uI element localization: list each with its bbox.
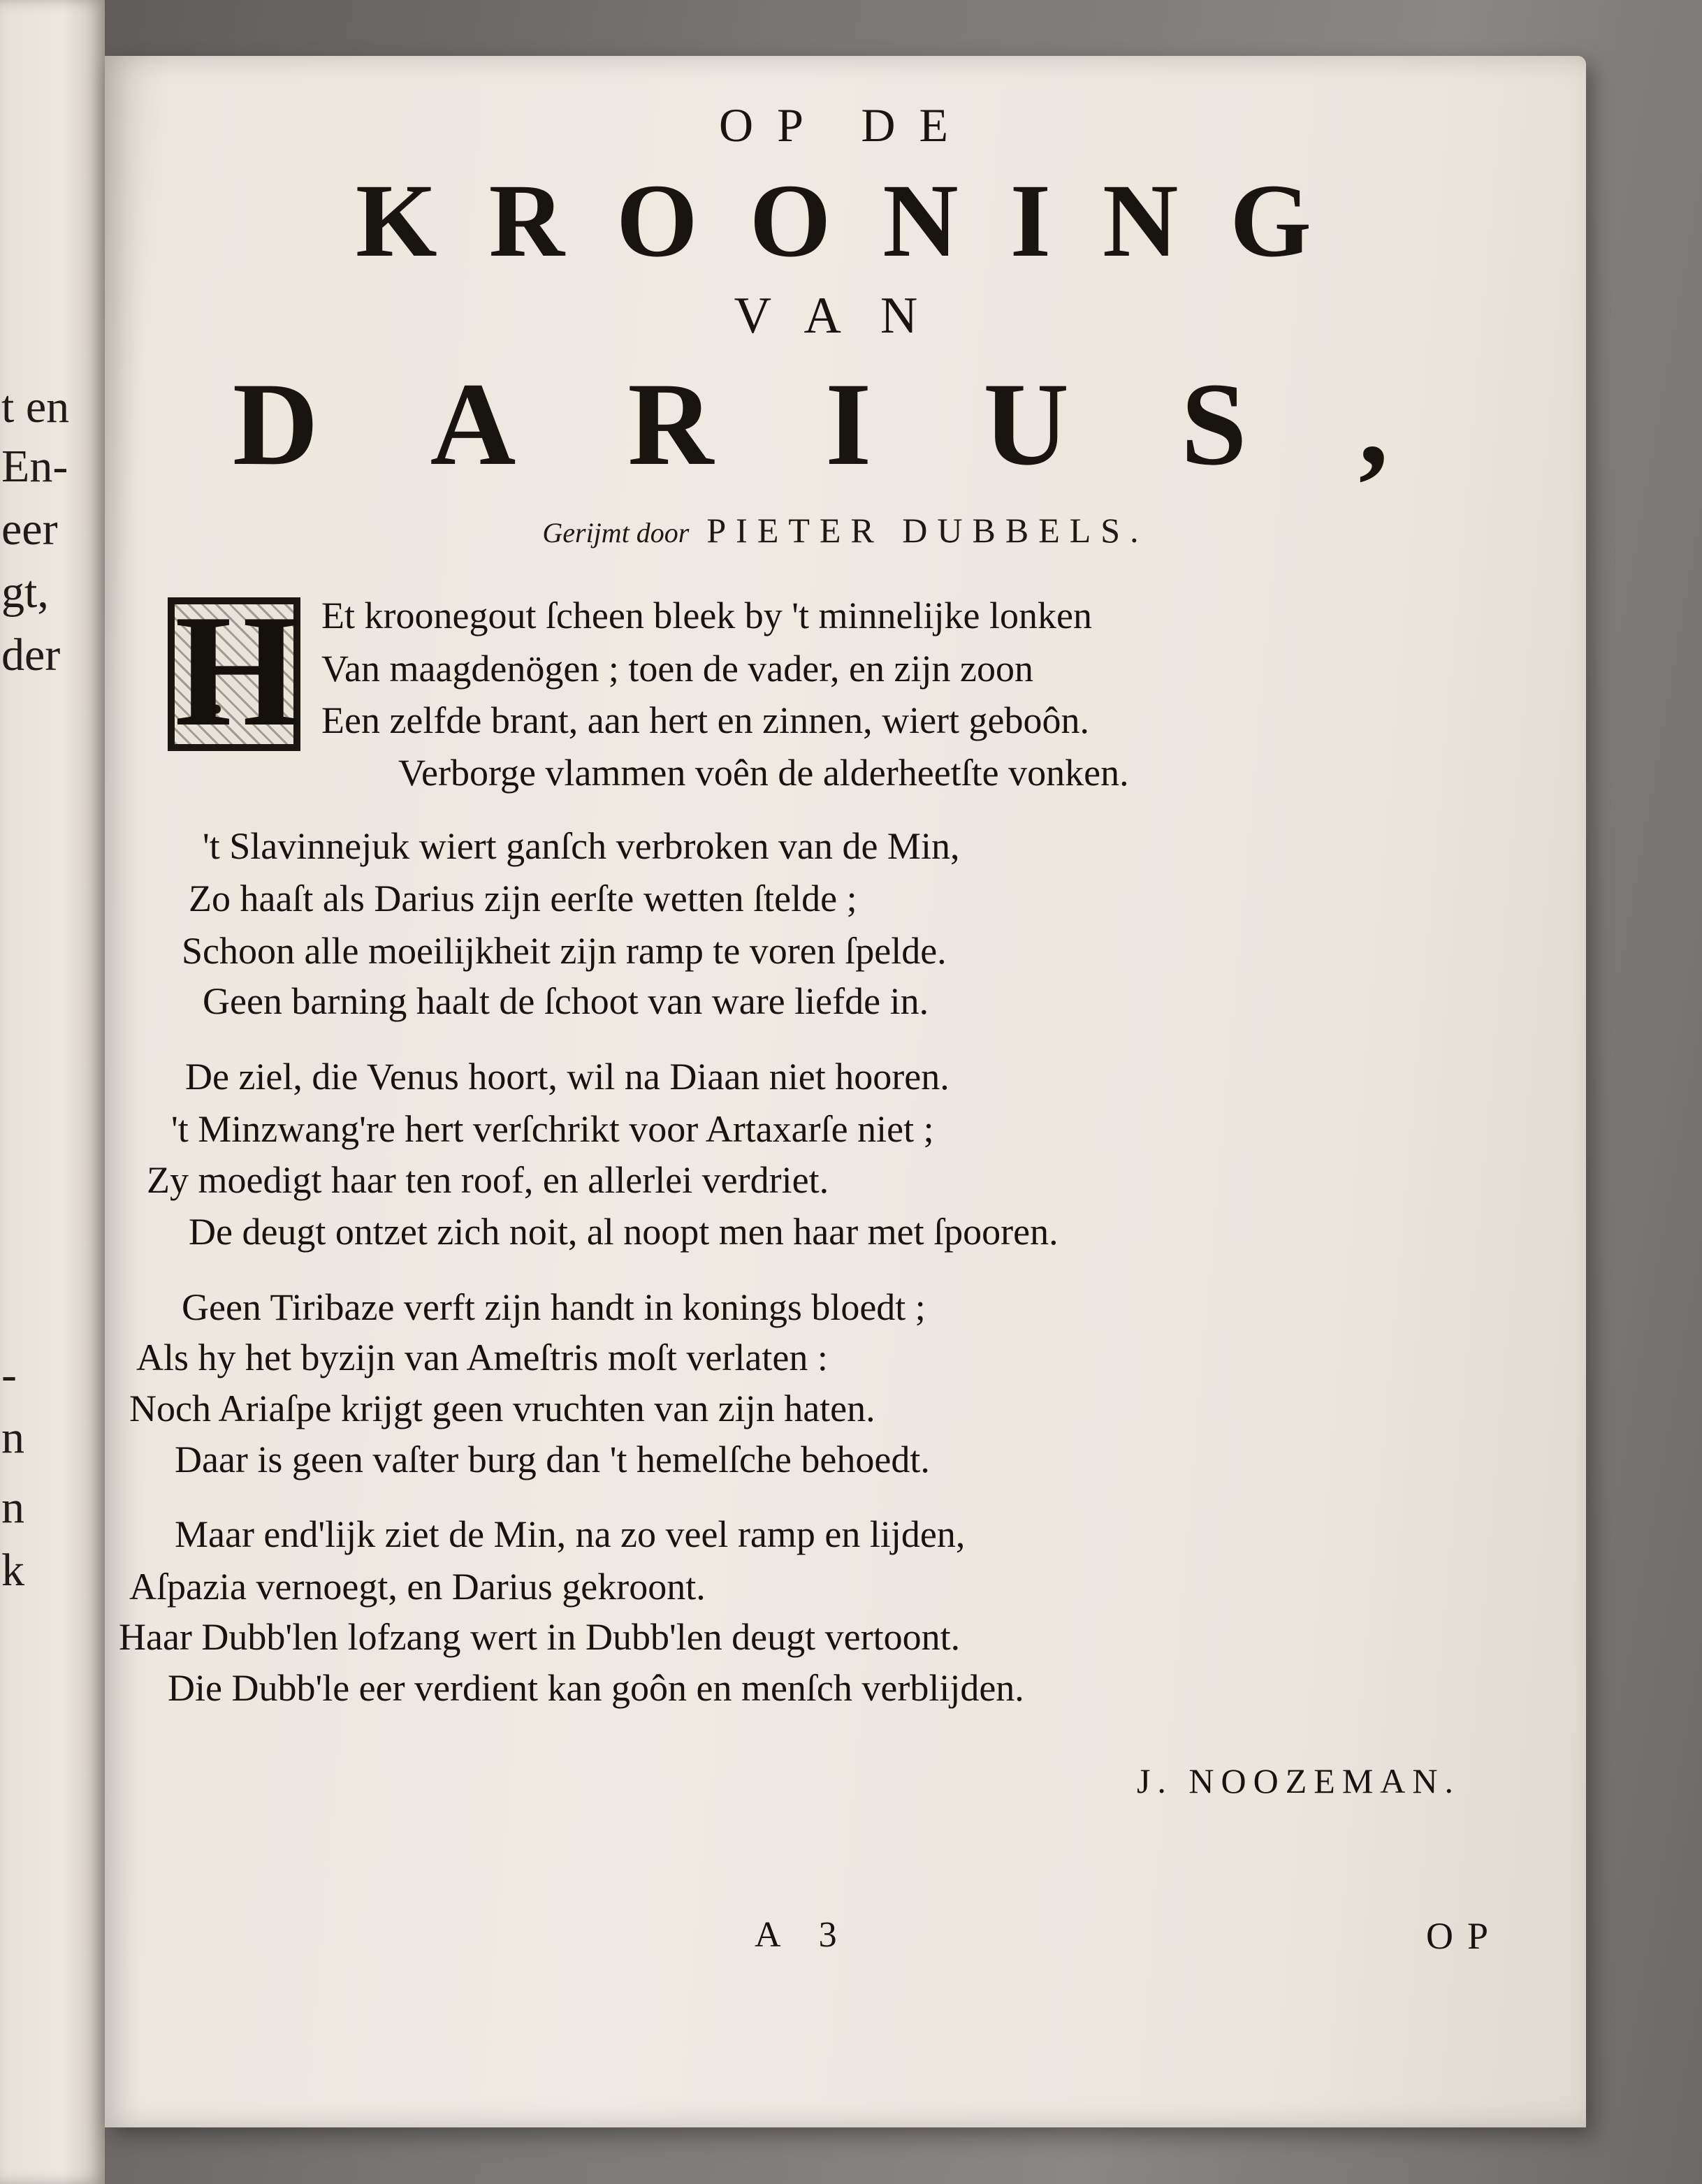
verse-line: Noch Ariaſpe krijgt geen vruchten van zijn haten. [129, 1388, 875, 1429]
byline [105, 510, 1586, 551]
title-line-1: OP DE [718, 99, 973, 152]
title-line-2: KROONING [355, 163, 1364, 279]
verse-line: Geen Tiribaze verft zijn handt in konings bloedt ; [182, 1286, 926, 1328]
verse-line: De ziel, die Venus hoort, wil na Diaan niet hooren. [185, 1056, 950, 1098]
verse-line: Verborge vlammen voên de alderheetſte vonken. [398, 752, 1129, 794]
left-page-text: En- [1, 441, 68, 492]
verse-text: Zo haaſt als Darius zijn eerſte wetten ſtelde ; [189, 878, 857, 919]
title-line-3: VAN [734, 287, 957, 344]
left-page-text: gt, [1, 567, 49, 618]
left-page-text: der [1, 629, 61, 680]
verse-line: Zy moedigt haar ten roof, en allerlei verdriet. [147, 1159, 829, 1201]
left-page-text: t en [1, 381, 70, 432]
verse-line: Maar end'lijk ziet de Min, na zo veel ramp en lijden, [175, 1513, 966, 1555]
verse-line: Geen barning haalt de ſchoot van ware liefde in. [203, 980, 929, 1022]
verse-line: Et kroonegout ſcheen bleek by 't minnelijke lonken [321, 595, 1092, 636]
byline-prefix: Gerijmt door [542, 517, 690, 548]
left-page-text: eer [1, 504, 58, 555]
verse-line: Die Dubb'le eer verdient kan goôn en menſch verblijden. [168, 1667, 1024, 1709]
verse-line: 't Slavinnejuk wiert ganſch verbroken van de Min, [203, 825, 960, 867]
verse-line: Daar is geen vaſter burg dan 't hemelſche behoedt. [175, 1439, 930, 1480]
verse-line: De deugt ontzet zich noit, al noopt men haar met ſpooren. [189, 1211, 1059, 1253]
verse-line [189, 877, 857, 920]
verse-line: Haar Dubb'len lofzang wert in Dubb'len deugt vertoont. [119, 1616, 961, 1658]
signature: J. NOOZEMAN. [1136, 1761, 1460, 1800]
verse-line: 't Minzwang're hert verſchrikt voor Artaxarſe niet ; [171, 1108, 934, 1150]
book-page [105, 56, 1586, 2127]
decorated-initial [168, 581, 300, 759]
verse-line: Schoon alle moeilijkheit zijn ramp te voren ſpelde. [182, 930, 947, 972]
verse-line: Een zelfde brant, aan hert en zinnen, wiert geboôn. [321, 699, 1090, 741]
left-page-text: n [1, 1412, 24, 1463]
byline-author: PIETER DUBBELS. [706, 511, 1149, 550]
signature-mark: A 3 [755, 1915, 852, 1955]
catchword: OP [1425, 1915, 1502, 1957]
decorated-initial-letter: H [175, 581, 300, 759]
verse-line: Aſpazia vernoegt, en Darius gekroont. [129, 1566, 706, 1608]
title-line-4: DARIUS, [232, 358, 1501, 490]
verse-line: Van maagdenögen ; toen de vader, en zijn zoon [321, 648, 1033, 690]
left-page-text: - [1, 1349, 17, 1400]
left-page-text: k [1, 1545, 24, 1596]
left-page-edge [0, 0, 105, 2184]
verse-line: Als hy het byzijn van Ameſtris moſt verlaten : [136, 1337, 828, 1378]
left-page-text: n [1, 1482, 24, 1533]
